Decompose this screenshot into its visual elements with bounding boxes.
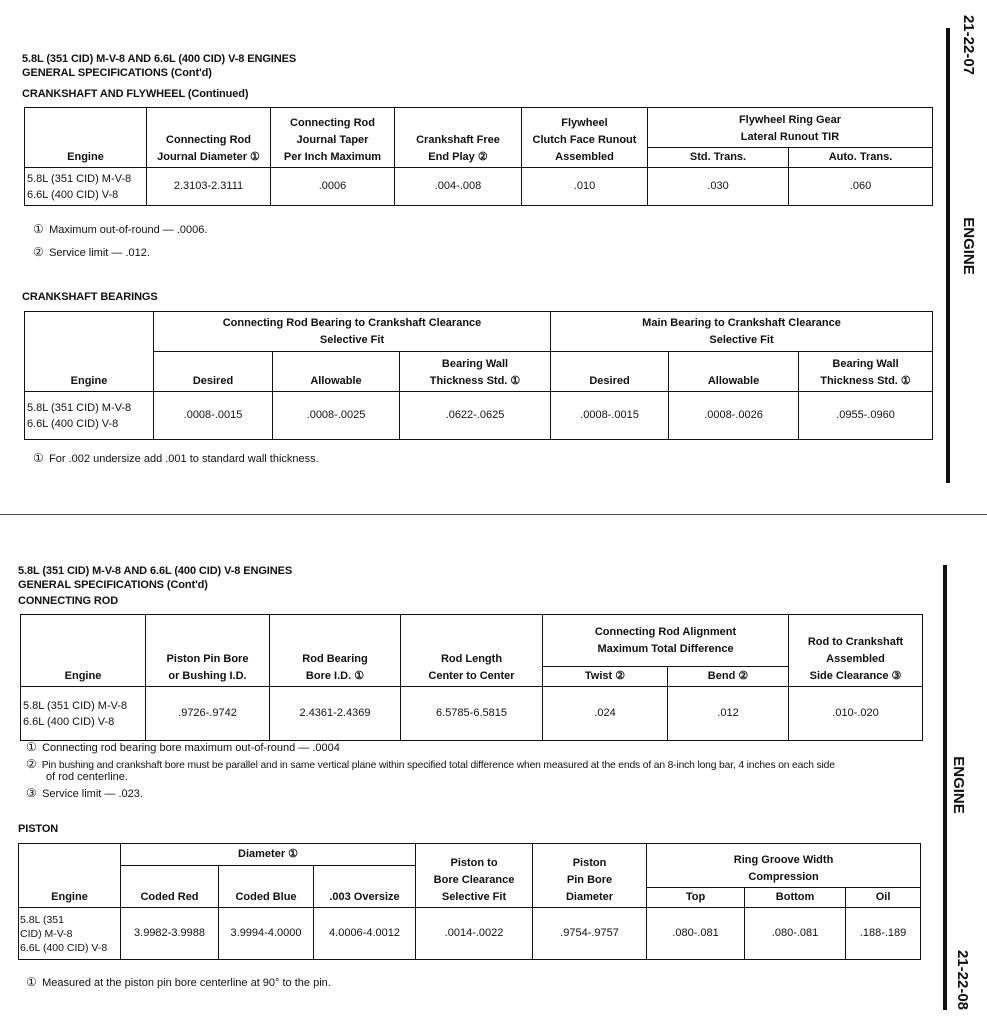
- value-rod-journal: 2.3103-2.3111: [147, 168, 271, 206]
- footnote-marker: ①: [33, 451, 44, 465]
- header-oil: Oil: [846, 888, 921, 908]
- connecting-rod-heading: CONNECTING ROD: [18, 595, 119, 607]
- header-std-trans: Std. Trans.: [648, 148, 789, 168]
- value-auto-trans: .060: [789, 168, 933, 206]
- table-row: [19, 908, 921, 960]
- top-title-line1: 5.8L (351 CID) M-V-8 AND 6.6L (400 CID) V-8 ENGINES: [22, 53, 297, 65]
- footnote-marker: ③: [26, 786, 37, 800]
- crankshaft-note-2: ② Service limit — .012.: [33, 245, 150, 259]
- header-ring-groove-width: Ring Groove Width Compression: [647, 844, 921, 888]
- value-rod-desired: .0008-.0015: [154, 392, 273, 440]
- footnote-marker: ①: [26, 740, 37, 754]
- value-coded-blue: 3.9994-4.0000: [219, 908, 314, 960]
- value-groove-bottom: .080-.081: [745, 908, 846, 960]
- header-auto-trans: Auto. Trans.: [789, 148, 933, 168]
- footnote-marker: ①: [33, 222, 44, 236]
- value-bend: .012: [668, 687, 789, 741]
- header-main-desired: Desired: [551, 352, 669, 392]
- value-bore-clearance: .0014-.0022: [416, 908, 533, 960]
- header-rod-length: Rod Length Center to Center: [401, 615, 543, 687]
- header-main-wall-thickness: Bearing Wall Thickness Std. ①: [799, 352, 933, 392]
- connecting-rod-table: [20, 614, 923, 741]
- header-rod-desired: Desired: [154, 352, 273, 392]
- footnote-marker: ①: [26, 975, 37, 989]
- header-oversize: .003 Oversize: [314, 866, 416, 908]
- header-coded-blue: Coded Blue: [219, 866, 314, 908]
- table-row: [25, 392, 933, 440]
- bottom-title-line2: GENERAL SPECIFICATIONS (Cont'd): [18, 579, 208, 591]
- rod-note-2-continued: of rod centerline.: [46, 771, 128, 783]
- engine-cell: 5.8L (351 CID) M-V-8 6.6L (400 CID) V-8: [19, 908, 121, 960]
- value-main-wall: .0955-.0960: [799, 392, 933, 440]
- header-bend: Bend ②: [668, 667, 789, 687]
- value-rod-wall: .0622-.0625: [400, 392, 551, 440]
- bearings-note-1: ① For .002 undersize add .001 to standard wall thickness.: [33, 451, 319, 465]
- rod-note-3: ③ Service limit — .023.: [26, 786, 143, 800]
- header-flywheel-runout: Flywheel Clutch Face Runout Assembled: [522, 108, 648, 168]
- value-groove-top: .080-.081: [647, 908, 745, 960]
- table-row: [25, 168, 933, 206]
- header-crankshaft-end-play: Crankshaft Free End Play ②: [395, 108, 522, 168]
- header-main-bearing-clearance: Main Bearing to Crankshaft Clearance Selective Fit: [551, 312, 933, 352]
- value-oversize: 4.0006-4.0012: [314, 908, 416, 960]
- side-label-bottom: ENGINE: [950, 756, 967, 814]
- header-coded-red: Coded Red: [121, 866, 219, 908]
- top-title-line2: GENERAL SPECIFICATIONS (Cont'd): [22, 67, 212, 79]
- side-label-top: ENGINE: [960, 217, 977, 275]
- value-flywheel-runout: .010: [522, 168, 648, 206]
- value-bearing-bore: 2.4361-2.4369: [270, 687, 401, 741]
- table-row: [21, 687, 923, 741]
- header-engine: Engine: [25, 312, 154, 392]
- header-engine: Engine: [25, 108, 147, 168]
- value-end-play: .004-.008: [395, 168, 522, 206]
- page-number-bottom: 21-22-08: [954, 949, 971, 1011]
- header-top: Top: [647, 888, 745, 908]
- header-rod-bearing-clearance: Connecting Rod Bearing to Crankshaft Clearance Selective Fit: [154, 312, 551, 352]
- value-main-desired: .0008-.0015: [551, 392, 669, 440]
- header-rod-wall-thickness: Bearing Wall Thickness Std. ①: [400, 352, 551, 392]
- bearings-heading: CRANKSHAFT BEARINGS: [22, 291, 158, 303]
- margin-bar-top: [946, 28, 950, 483]
- value-pin-bore-diameter: .9754-.9757: [533, 908, 647, 960]
- header-rod-alignment: Connecting Rod Alignment Maximum Total Difference: [543, 615, 789, 667]
- value-std-trans: .030: [648, 168, 789, 206]
- header-pin-bore-diameter: Piston Pin Bore Diameter: [533, 844, 647, 908]
- header-side-clearance: Rod to Crankshaft Assembled Side Clearance ③: [789, 615, 923, 687]
- crankshaft-note-1: ① Maximum out-of-round — .0006.: [33, 222, 208, 236]
- footnote-marker: ②: [33, 245, 44, 259]
- engine-cell: 5.8L (351 CID) M-V-8 6.6L (400 CID) V-8: [25, 392, 154, 440]
- value-groove-oil: .188-.189: [846, 908, 921, 960]
- value-side-clearance: .010-.020: [789, 687, 923, 741]
- header-engine: Engine: [21, 615, 146, 687]
- page-number-top: 21-22-07: [960, 14, 977, 76]
- header-piston-pin-bore: Piston Pin Bore or Bushing I.D.: [146, 615, 270, 687]
- crankshaft-bearings-table: [24, 311, 933, 440]
- page-divider: [0, 514, 987, 515]
- value-rod-allowable: .0008-.0025: [273, 392, 400, 440]
- engine-cell: 5.8L (351 CID) M-V-8 6.6L (400 CID) V-8: [25, 168, 147, 206]
- header-bore-clearance: Piston to Bore Clearance Selective Fit: [416, 844, 533, 908]
- header-rod-bearing-bore: Rod Bearing Bore I.D. ①: [270, 615, 401, 687]
- value-rod-length: 6.5785-6.5815: [401, 687, 543, 741]
- piston-note-1: ① Measured at the piston pin bore centerline at 90° to the pin.: [26, 975, 331, 989]
- header-engine: Engine: [19, 844, 121, 908]
- rod-note-1: ① Connecting rod bearing bore maximum out-of-round — .0004: [26, 740, 340, 754]
- header-journal-taper: Connecting Rod Journal Taper Per Inch Maximum: [271, 108, 395, 168]
- footnote-marker: ②: [26, 757, 37, 771]
- header-rod-allowable: Allowable: [273, 352, 400, 392]
- value-pin-bore: .9726-.9742: [146, 687, 270, 741]
- crankshaft-heading: CRANKSHAFT AND FLYWHEEL (Continued): [22, 88, 249, 100]
- value-main-allowable: .0008-.0026: [669, 392, 799, 440]
- value-taper: .0006: [271, 168, 395, 206]
- header-diameter: Diameter ①: [121, 844, 416, 866]
- value-coded-red: 3.9982-3.9988: [121, 908, 219, 960]
- rod-note-2: ② Pin bushing and crankshaft bore must be parallel and in same vertical plane within specified total difference when measured at the ends of an 8-inch long bar, 4 inches on each side: [26, 757, 835, 771]
- value-twist: .024: [543, 687, 668, 741]
- header-main-allowable: Allowable: [669, 352, 799, 392]
- header-ring-gear-runout: Flywheel Ring Gear Lateral Runout TIR: [648, 108, 933, 148]
- engine-cell: 5.8L (351 CID) M-V-8 6.6L (400 CID) V-8: [21, 687, 146, 741]
- header-twist: Twist ②: [543, 667, 668, 687]
- piston-heading: PISTON: [18, 823, 59, 835]
- crankshaft-flywheel-table: [24, 107, 933, 206]
- header-rod-journal-diameter: Connecting Rod Journal Diameter ①: [147, 108, 271, 168]
- bottom-title-line1: 5.8L (351 CID) M-V-8 AND 6.6L (400 CID) V-8 ENGINES: [18, 565, 293, 577]
- piston-table: [18, 843, 921, 960]
- header-bottom: Bottom: [745, 888, 846, 908]
